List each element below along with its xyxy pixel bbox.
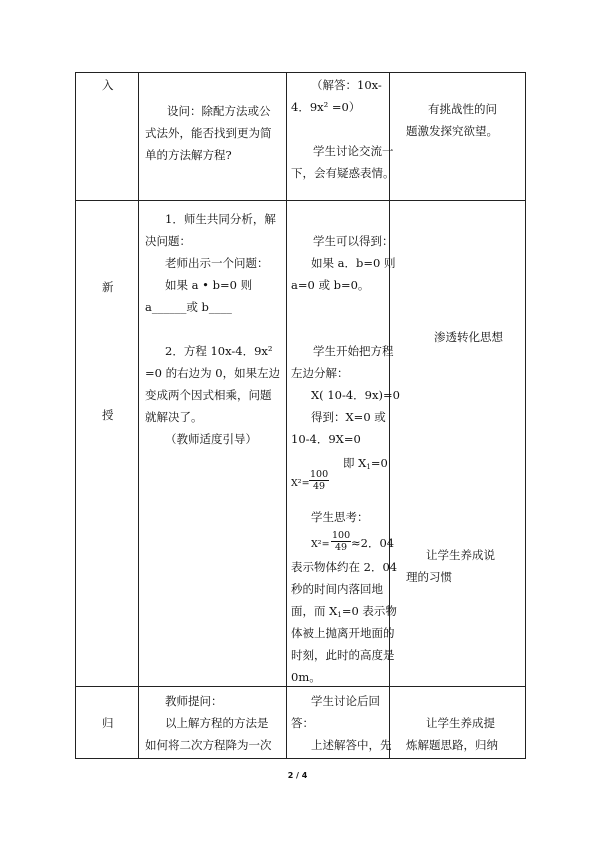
- stage-label-summary: 归: [102, 716, 114, 730]
- equation-x1-zero: [343, 453, 388, 479]
- text-line: 理的习惯: [406, 570, 452, 584]
- fraction-numerator: 100: [310, 469, 329, 480]
- text-line: （解答：10x-: [311, 78, 382, 92]
- text-fragment: =0: [370, 456, 388, 470]
- text-line: 渗透转化思想: [434, 330, 503, 344]
- stage-cell-summary: [76, 687, 139, 759]
- stage-label-intro: 入: [102, 78, 114, 92]
- teacher-activity-new: [139, 201, 287, 687]
- text-line: 答：: [291, 716, 314, 730]
- fraction-100-49: [309, 469, 329, 492]
- text-fragment: 面，而 X: [291, 604, 338, 618]
- text-line: 1．师生共同分析，解: [165, 212, 276, 226]
- text-fragment: =0 表示物: [341, 604, 397, 618]
- text-line: 0m。: [291, 670, 321, 684]
- equation-x2-label: X²=: [291, 478, 310, 489]
- text-line: 有挑战性的问: [428, 102, 497, 116]
- text-line: 得到：X=0 或: [311, 410, 386, 424]
- text-line: 就解决了。: [145, 410, 203, 424]
- design-intent-intro: [390, 73, 526, 201]
- stage-cell-new: [76, 201, 139, 687]
- fraction-denominator: 49: [335, 542, 348, 553]
- text-line: 2．方程 10x-4．9x²: [165, 344, 273, 358]
- approx-value: ≈2．04: [351, 536, 395, 550]
- text-line: 学生思考：: [311, 510, 369, 524]
- text-line: a=0 或 b=0。: [291, 278, 370, 292]
- text-line: 如果 a • b=0 则: [165, 278, 253, 292]
- design-intent-summary: [390, 687, 526, 759]
- subscript: 1: [366, 463, 371, 471]
- text-line: 表示物体约在 2．04: [291, 560, 398, 574]
- table-row-intro: [76, 73, 526, 201]
- design-intent-new: [390, 201, 526, 687]
- text-line: 10-4．9X=0: [291, 432, 361, 446]
- text-line: 式法外，能否找到更为简: [145, 126, 272, 140]
- teacher-activity-intro: [139, 73, 287, 201]
- text-line: 让学生养成说: [426, 548, 495, 562]
- text-line: 如何将二次方程降为一次: [145, 738, 272, 752]
- text-line: 单的方法解方程?: [145, 148, 232, 162]
- subscript: 1: [337, 611, 342, 619]
- fraction-100-49: [331, 530, 351, 553]
- text-line: 如果 a．b=0 则: [311, 256, 396, 270]
- stage-label-new-2: 授: [102, 408, 114, 422]
- student-activity-new: [287, 201, 400, 687]
- text-line: 变成两个因式相乘，问题: [145, 388, 272, 402]
- text-line: 左边分解：: [291, 366, 349, 380]
- text-line: 题激发探究欲望。: [406, 124, 498, 138]
- lesson-plan-table: [75, 72, 526, 759]
- table-row-new: [76, 201, 526, 687]
- fraction-numerator: 100: [332, 530, 351, 541]
- stage-label-new: 新: [102, 280, 114, 294]
- teacher-activity-summary: [139, 687, 287, 759]
- text-line: 时刻，此时的高度是: [291, 648, 395, 662]
- text-line: =0 的右边为 0，如果左边: [145, 366, 281, 380]
- stage-cell-intro: [76, 73, 139, 201]
- text-line: 4．9x² =0）: [291, 100, 361, 114]
- text-line: 学生开始把方程: [313, 344, 394, 358]
- text-line: 以上解方程的方法是: [165, 716, 269, 730]
- text-line: 炼解题思路，归纳: [406, 738, 498, 752]
- text-line: a______或 b____: [145, 300, 232, 314]
- text-fragment: 即 X: [343, 456, 367, 470]
- text-line: 秒的时间内落回地: [291, 582, 383, 596]
- student-activity-intro: [287, 73, 395, 201]
- table-row-summary: [76, 687, 526, 759]
- text-line: 学生讨论后回: [311, 694, 380, 708]
- equation-x2-label: X²=: [311, 539, 330, 550]
- text-line: 下，会有疑惑表情。: [291, 166, 395, 180]
- text-line: 体被上抛离开地面的: [291, 626, 395, 640]
- text-line: 让学生养成提: [426, 716, 495, 730]
- student-activity-summary: [287, 687, 390, 759]
- fraction-denominator: 49: [313, 481, 326, 492]
- text-line: 设问：除配方法或公: [167, 104, 271, 118]
- text-line: 学生讨论交流一: [313, 144, 394, 158]
- text-line: X( 10-4．9x)=0: [311, 388, 400, 402]
- page-number: 2 / 4: [287, 771, 308, 780]
- text-line: 老师出示一个问题：: [165, 256, 269, 270]
- text-line: （教师适度引导）: [165, 432, 257, 446]
- text-line: 学生可以得到：: [313, 234, 394, 248]
- text-line: 上述解答中，先: [311, 738, 392, 752]
- text-line: 教师提问：: [165, 694, 223, 708]
- text-line: 决问题：: [145, 234, 191, 248]
